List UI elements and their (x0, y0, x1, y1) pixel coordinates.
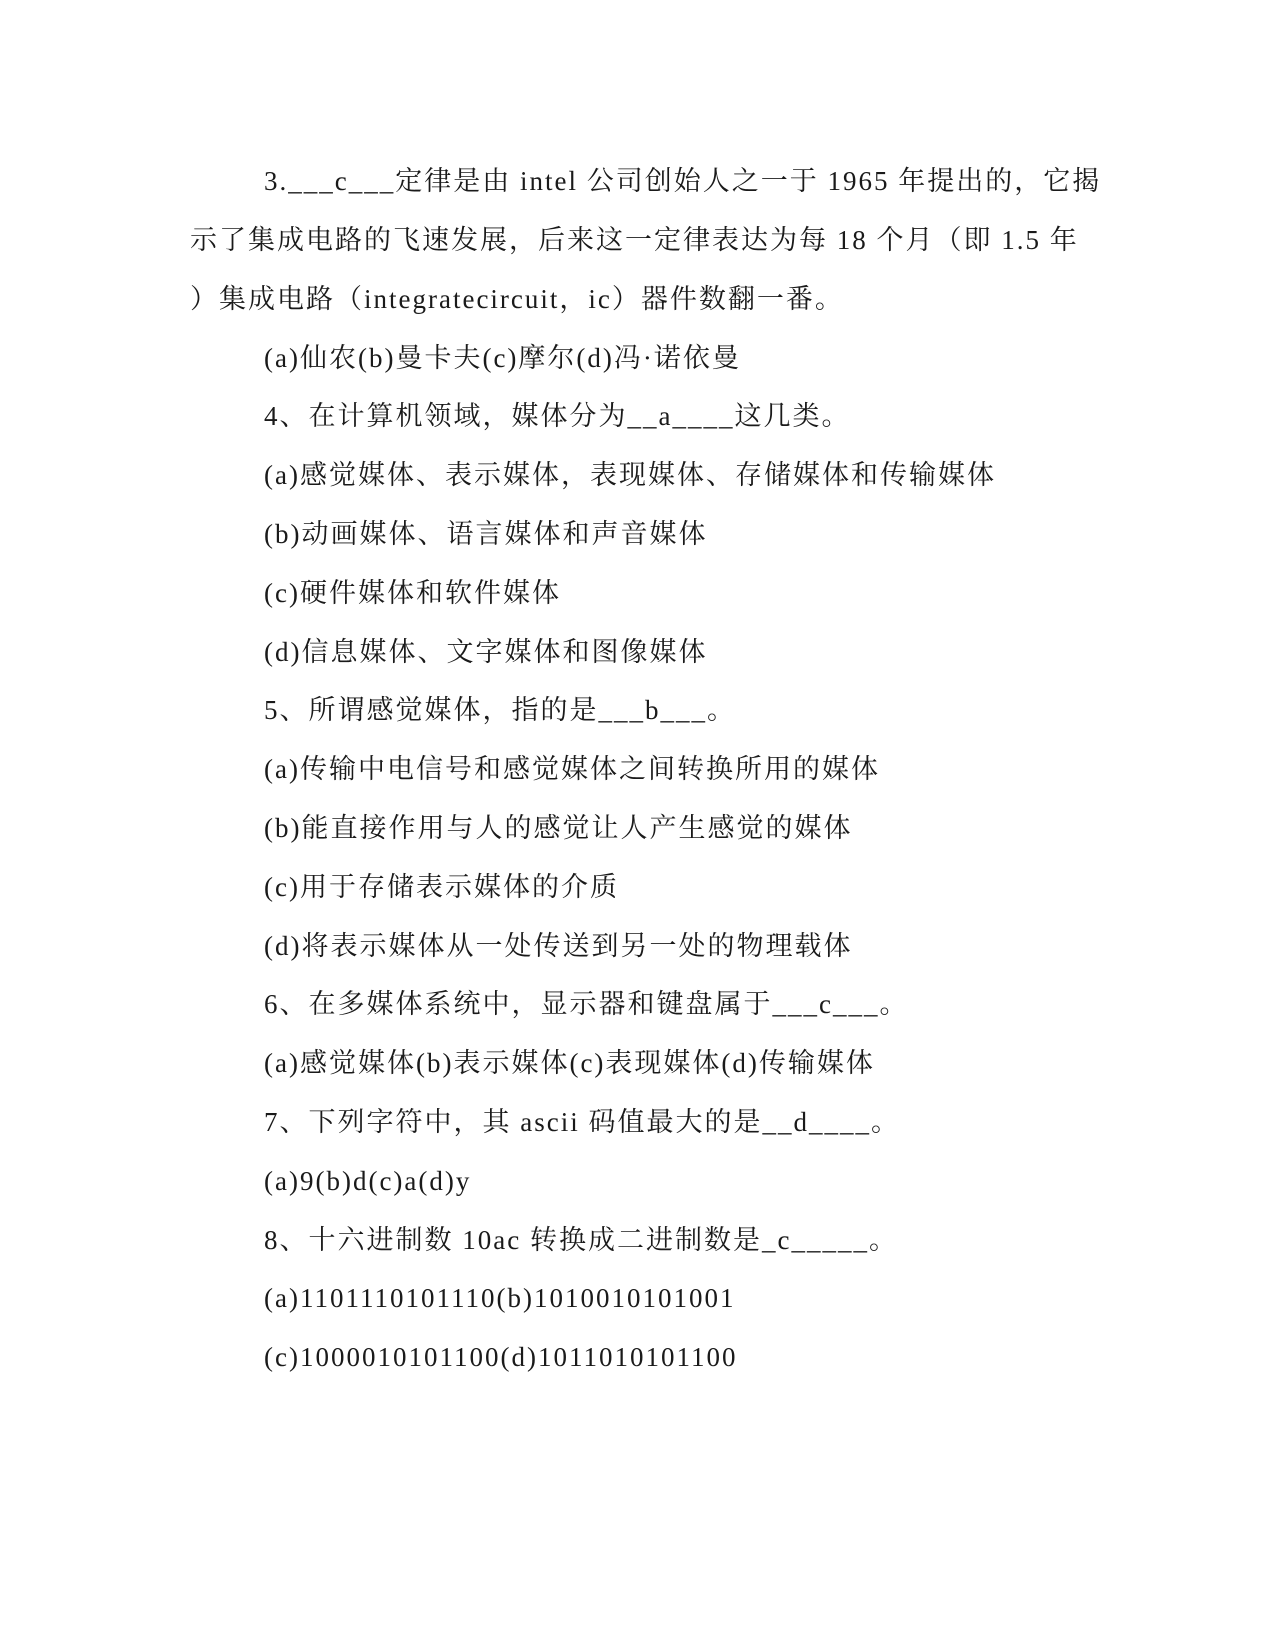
question-4: 4、在计算机领域，媒体分为__a____这几类。 (264, 401, 851, 431)
question-8-options-ab: (a)1101110101110(b)1010010101001 (264, 1283, 736, 1313)
question-5-option-d: (d)将表示媒体从一处传送到另一处的物理载体 (264, 931, 853, 961)
question-8-options-cd: (c)1000010101100(d)1011010101100 (264, 1342, 738, 1372)
question-8: 8、十六进制数 10ac 转换成二进制数是_c_____。 (264, 1225, 898, 1255)
question-3-line-3: ）集成电路（integratecircuit，ic）器件数翻一番。 (190, 284, 844, 314)
question-6: 6、在多媒体系统中，显示器和键盘属于___c___。 (264, 989, 909, 1019)
question-4-option-b: (b)动画媒体、语言媒体和声音媒体 (264, 519, 708, 549)
question-3-line-1: 3.___c___定律是由 intel 公司创始人之一于 1965 年提出的，它揭 (264, 166, 1102, 196)
question-6-options: (a)感觉媒体(b)表示媒体(c)表现媒体(d)传输媒体 (264, 1048, 875, 1078)
question-7: 7、下列字符中，其 ascii 码值最大的是__d____。 (264, 1107, 900, 1137)
question-5-option-b: (b)能直接作用与人的感觉让人产生感觉的媒体 (264, 813, 853, 843)
question-3-options: (a)仙农(b)曼卡夫(c)摩尔(d)冯·诺依曼 (264, 343, 741, 373)
question-5: 5、所谓感觉媒体，指的是___b___。 (264, 695, 736, 725)
question-4-option-a: (a)感觉媒体、表示媒体，表现媒体、存储媒体和传输媒体 (264, 460, 996, 490)
question-5-option-c: (c)用于存储表示媒体的介质 (264, 872, 619, 902)
question-3-line-2: 示了集成电路的飞速发展，后来这一定律表达为每 18 个月（即 1.5 年 (190, 225, 1079, 255)
question-7-options: (a)9(b)d(c)a(d)y (264, 1166, 472, 1196)
question-4-option-c: (c)硬件媒体和软件媒体 (264, 578, 561, 608)
question-4-option-d: (d)信息媒体、文字媒体和图像媒体 (264, 637, 708, 667)
question-5-option-a: (a)传输中电信号和感觉媒体之间转换所用的媒体 (264, 754, 880, 784)
